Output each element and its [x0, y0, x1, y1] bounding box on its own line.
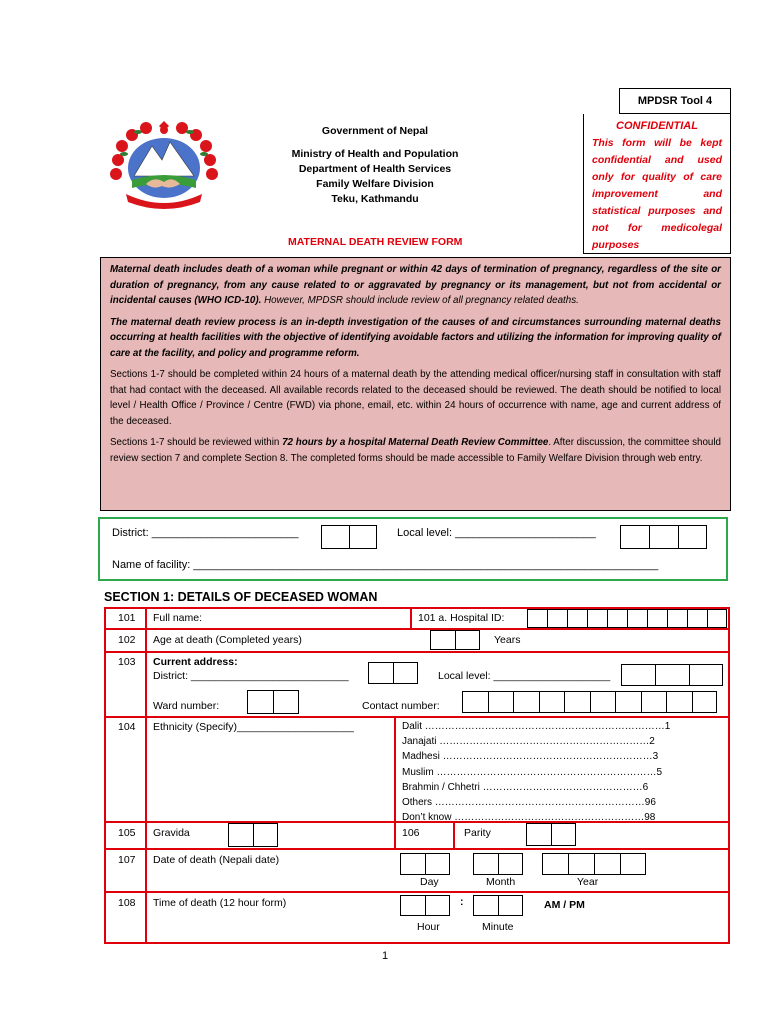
- intro-p4-a: Sections 1-7 should be reviewed within: [110, 437, 283, 448]
- death-hour-boxes[interactable]: [400, 895, 450, 916]
- q107-number: 107: [118, 854, 136, 866]
- q107-month-label: Month: [486, 876, 516, 888]
- q108-minute-label: Minute: [482, 921, 514, 933]
- q103-local-level[interactable]: Local level: ____________________: [438, 670, 611, 682]
- death-month-boxes[interactable]: [473, 853, 523, 875]
- q104-label[interactable]: Ethnicity (Specify)____________________: [153, 721, 354, 733]
- q105-label: Gravida: [153, 827, 190, 839]
- q103-ward-label: Ward number:: [153, 700, 220, 712]
- q101-label: Full name:: [153, 612, 203, 624]
- ethnicity-option: Don’t know …………………………………………………98: [402, 812, 656, 824]
- intro-definition-note: However, MPDSR should include review of all pregnancy related deaths.: [261, 295, 579, 306]
- gov-line-2: Ministry of Health and Population: [291, 148, 459, 160]
- am-pm-option[interactable]: AM / PM: [544, 899, 585, 911]
- section-1-title: SECTION 1: DETAILS OF DECEASED WOMAN: [104, 590, 378, 604]
- ethnicity-option: Muslim …………………………………………………………5: [402, 766, 663, 778]
- intro-paragraph-1: [110, 262, 721, 309]
- government-heading: [250, 124, 500, 207]
- q107-label: Date of death (Nepali date): [153, 854, 280, 866]
- section-1-table: [104, 607, 730, 944]
- q101-number: 101: [118, 612, 136, 624]
- hospital-id-boxes[interactable]: [527, 609, 727, 628]
- q108-hour-label: Hour: [417, 921, 440, 933]
- time-separator: :: [460, 896, 464, 908]
- local-level-code-boxes[interactable]: [620, 525, 707, 549]
- ethnicity-option: Madhesi ………………………………………………………3: [402, 751, 659, 763]
- death-minute-boxes[interactable]: [473, 895, 523, 916]
- q103-local-level-boxes[interactable]: [621, 664, 723, 686]
- intro-paragraph-2: [110, 315, 721, 362]
- gov-line-5: Teku, Kathmandu: [331, 193, 419, 205]
- intro-process: The maternal death review process is an in-depth investigation of the causes of and circumstances surrounding maternal deaths occurring at health facilities with the objective of identifying avoidable factors and utilizing the information for improving quality of care at the facility, and policy and programme reform.: [110, 316, 721, 359]
- contact-number-boxes[interactable]: [462, 691, 717, 713]
- death-year-boxes[interactable]: [542, 853, 646, 875]
- location-box: [98, 517, 728, 581]
- nepal-emblem-icon: [104, 120, 224, 212]
- q104-number: 104: [118, 721, 136, 733]
- gov-line-3: Department of Health Services: [298, 163, 452, 175]
- q107-day-label: Day: [420, 876, 439, 888]
- q107-year-label: Year: [577, 876, 599, 888]
- age-boxes[interactable]: [430, 630, 480, 650]
- intro-p4-c: . After discussion, the committee should review section 7 and complete Section 8. The completed forms should be made accessible to Family Welfare Division through web entry.: [110, 437, 721, 464]
- local-level-field[interactable]: Local level: _______________________: [397, 527, 596, 539]
- form-title: MATERNAL DEATH REVIEW FORM: [288, 236, 463, 248]
- parity-boxes[interactable]: [526, 823, 576, 846]
- q108-number: 108: [118, 897, 136, 909]
- ethnicity-option: Dalit ………………………………………………………………1: [402, 721, 671, 732]
- gravida-boxes[interactable]: [228, 823, 278, 847]
- confidential-title: CONFIDENTIAL: [616, 120, 698, 132]
- q103-district[interactable]: District: ___________________________: [153, 670, 349, 682]
- intro-box: [100, 257, 731, 511]
- q103-contact-label: Contact number:: [362, 700, 440, 712]
- confidential-text: This form will be kept confidential and used only for quality of care improvement and statistical purposes and not for medicolegal purposes: [592, 137, 722, 251]
- death-day-boxes[interactable]: [400, 853, 450, 875]
- intro-p4-b: 72 hours by a hospital Maternal Death Review Committee: [282, 437, 549, 448]
- facility-name-field[interactable]: Name of facility: ____________________________________________________________________________: [112, 559, 659, 571]
- page-number: 1: [381, 950, 389, 962]
- q103-district-boxes[interactable]: [368, 662, 418, 684]
- q103-label: Current address:: [153, 656, 238, 668]
- ward-number-boxes[interactable]: [247, 690, 299, 714]
- district-code-boxes[interactable]: [321, 525, 377, 549]
- tool-label: MPDSR Tool 4: [619, 88, 731, 114]
- q102-unit: Years: [494, 634, 521, 646]
- gov-line-4: Family Welfare Division: [316, 178, 434, 190]
- district-field[interactable]: District: ________________________: [112, 527, 299, 539]
- ethnicity-options: [402, 719, 670, 825]
- q106-label: Parity: [464, 827, 491, 839]
- intro-paragraph-4: [110, 435, 721, 466]
- confidential-box: [583, 114, 731, 254]
- ethnicity-option: Brahmin / Chhetri …………………………………………6: [402, 781, 649, 793]
- intro-paragraph-3: Sections 1-7 should be completed within 24 hours of a maternal death by the attending medical officer/nursing staff in consultation with staff that had contact with the deceased. All available records related to the deceased should be reviewed. The death should be notified to local level / Health Office / Province / Centre (FWD) via phone, email, etc. within 24 hours of occurrence with name, age and current address of the deceased.: [110, 369, 721, 427]
- q102-number: 102: [118, 634, 136, 646]
- q105-number: 105: [118, 827, 136, 839]
- q102-label: Age at death (Completed years): [153, 634, 302, 646]
- q108-label: Time of death (12 hour form): [153, 897, 287, 909]
- q103-number: 103: [118, 656, 136, 668]
- ethnicity-option: Janajati ………………………………………………………2: [402, 736, 655, 748]
- q101a-label: 101 a. Hospital ID:: [418, 612, 505, 624]
- ethnicity-option: Others ………………………………………………………96: [402, 797, 656, 809]
- q106-number: 106: [402, 827, 420, 839]
- gov-line-1: Government of Nepal: [321, 125, 429, 137]
- intro-definition: Maternal death includes death of a woman while pregnant or within 42 days of termination of pregnancy, regardless of the site or duration of pregnancy, from any cause related to or aggravated by pregnancy or its management, but not from accidental or incidental causes (WHO ICD-10).: [110, 264, 721, 306]
